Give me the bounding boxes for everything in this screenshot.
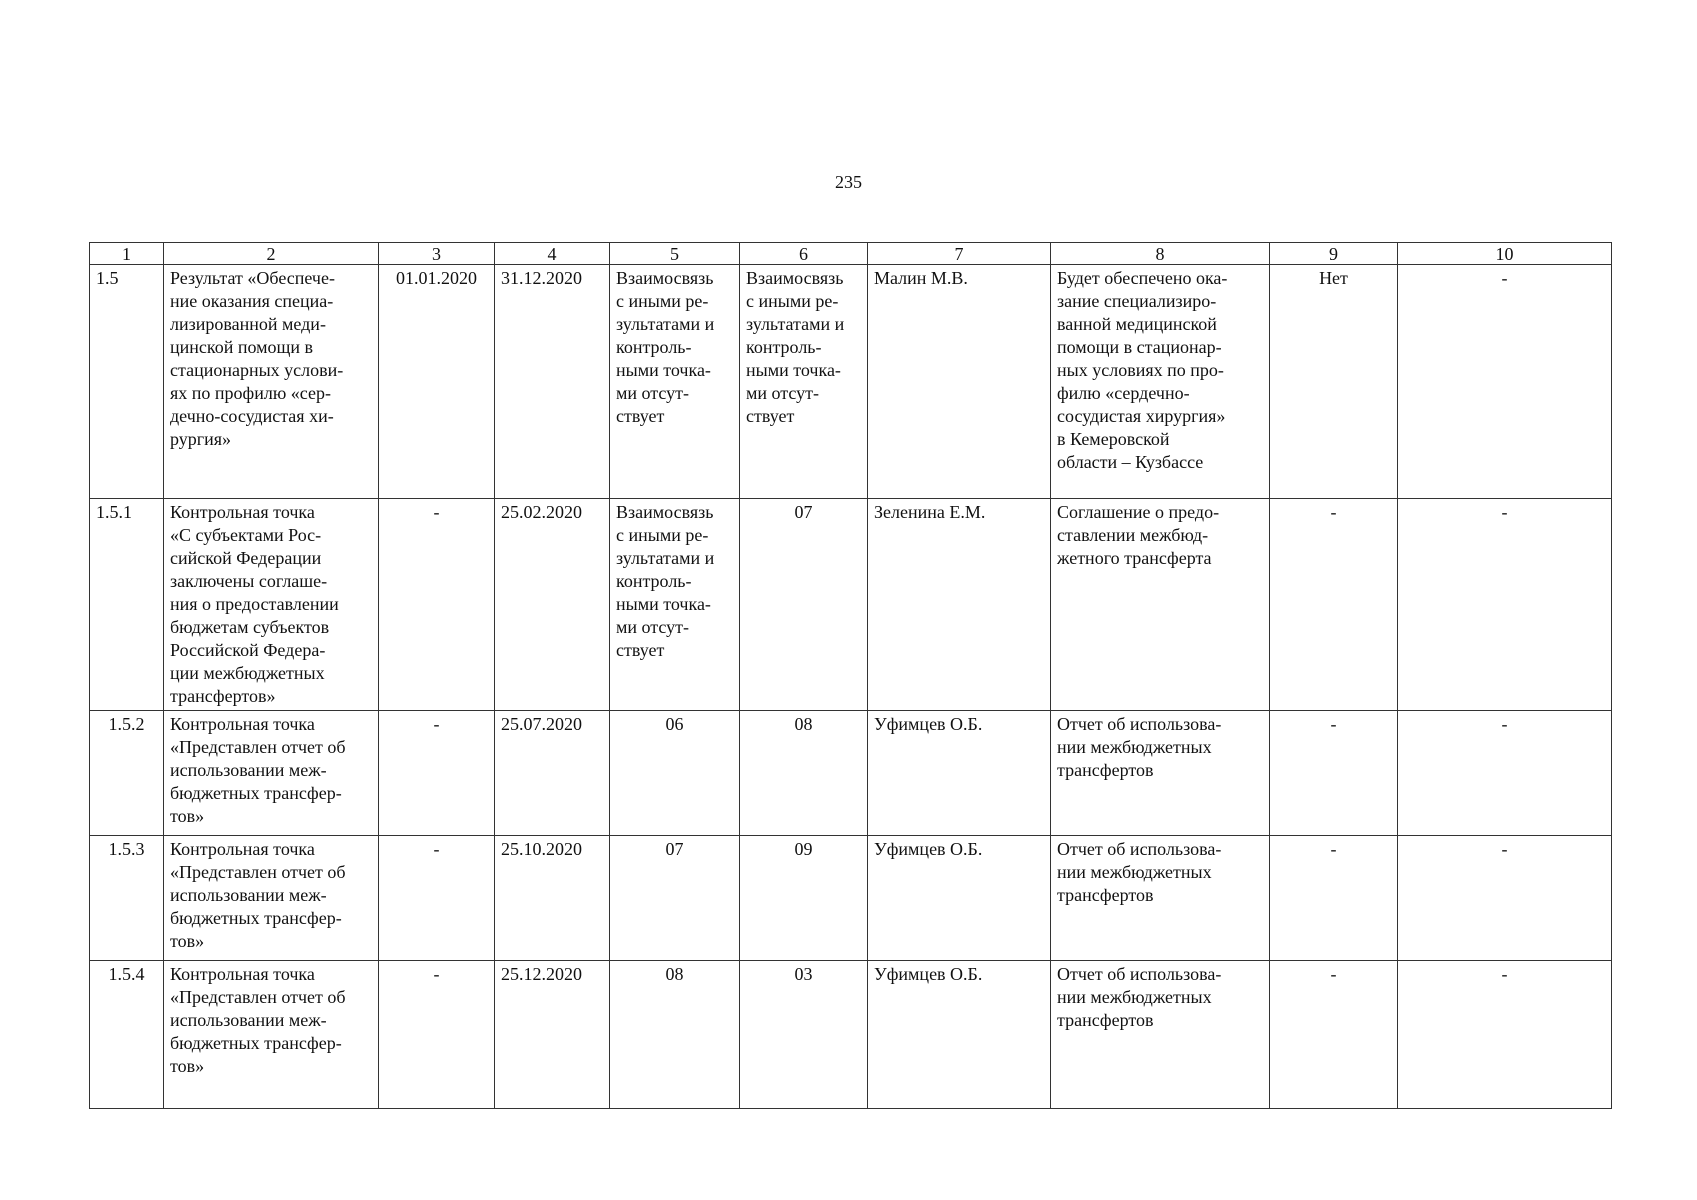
successor-cell bbox=[740, 499, 868, 711]
column-header: 3 bbox=[379, 243, 495, 265]
item-name-cell-line: ния о предоставлении bbox=[170, 594, 339, 614]
item-name-cell-line: «Представлен отчет об bbox=[170, 987, 346, 1007]
successor-cell bbox=[740, 961, 868, 1109]
successor-cell-line: 03 bbox=[794, 964, 813, 984]
predecessor-cell-line: с иными ре- bbox=[616, 291, 709, 311]
start-date-cell: 01.01.2020 bbox=[379, 265, 495, 499]
responsible-cell: Уфимцев О.Б. bbox=[868, 961, 1051, 1109]
column-10-cell: - bbox=[1398, 265, 1612, 499]
responsible-cell: Уфимцев О.Б. bbox=[868, 836, 1051, 961]
result-description-cell-line: нии межбюджетных bbox=[1057, 862, 1212, 882]
item-name-cell-line: использовании меж- bbox=[170, 885, 327, 905]
predecessor-cell-line: ными точка- bbox=[616, 360, 711, 380]
column-header: 4 bbox=[495, 243, 610, 265]
result-description-cell-line: в Кемеровской bbox=[1057, 429, 1170, 449]
predecessor-cell-line: контроль- bbox=[616, 571, 692, 591]
item-name-cell-line: «Представлен отчет об bbox=[170, 737, 346, 757]
successor-cell-line: Взаимосвязь bbox=[746, 268, 844, 288]
table-row bbox=[90, 711, 1612, 836]
predecessor-cell-line: ными точка- bbox=[616, 594, 711, 614]
item-name-cell-line: ние оказания специа- bbox=[170, 291, 334, 311]
result-description-cell-line: Соглашение о предо- bbox=[1057, 502, 1220, 522]
result-description-cell-line: Отчет об использова- bbox=[1057, 964, 1222, 984]
item-name-cell-line: тов» bbox=[170, 1056, 205, 1076]
item-name-cell-line: Результат «Обеспече- bbox=[170, 268, 335, 288]
column-header: 5 bbox=[610, 243, 740, 265]
successor-cell-line: 07 bbox=[794, 502, 813, 522]
item-name-cell-line: использовании меж- bbox=[170, 1010, 327, 1030]
item-name-cell bbox=[164, 961, 379, 1109]
predecessor-cell-line: 07 bbox=[665, 839, 684, 859]
item-name-cell-line: цинской помощи в bbox=[170, 337, 314, 357]
predecessor-cell-line: зультатами и bbox=[616, 548, 715, 568]
table-row bbox=[90, 836, 1612, 961]
column-header: 1 bbox=[90, 243, 164, 265]
table-row bbox=[90, 265, 1612, 499]
item-name-cell-line: тов» bbox=[170, 806, 205, 826]
item-name-cell-line: Контрольная точка bbox=[170, 714, 315, 734]
successor-cell bbox=[740, 711, 868, 836]
item-name-cell-line: бюджетных трансфер- bbox=[170, 908, 342, 928]
predecessor-cell bbox=[610, 265, 740, 499]
result-description-cell-line: Отчет об использова- bbox=[1057, 839, 1222, 859]
item-number-cell: 1.5.1 bbox=[90, 499, 164, 711]
predecessor-cell-line: зультатами и bbox=[616, 314, 715, 334]
item-number-cell: 1.5.4 bbox=[90, 961, 164, 1109]
predecessor-cell bbox=[610, 711, 740, 836]
page-number: 235 bbox=[835, 172, 862, 192]
item-name-cell-line: трансфертов» bbox=[170, 686, 276, 706]
result-description-cell bbox=[1051, 836, 1270, 961]
item-name-cell bbox=[164, 499, 379, 711]
column-10-cell: - bbox=[1398, 961, 1612, 1109]
item-name-cell-line: «Представлен отчет об bbox=[170, 862, 346, 882]
predecessor-cell-line: с иными ре- bbox=[616, 525, 709, 545]
start-date-cell: - bbox=[379, 711, 495, 836]
item-name-cell-line: ции межбюджетных bbox=[170, 663, 325, 683]
successor-cell-line: 08 bbox=[794, 714, 813, 734]
item-number-cell: 1.5 bbox=[90, 265, 164, 499]
predecessor-cell-line: Взаимосвязь bbox=[616, 268, 714, 288]
item-name-cell-line: бюджетных трансфер- bbox=[170, 783, 342, 803]
result-description-cell bbox=[1051, 711, 1270, 836]
item-number-cell: 1.5.3 bbox=[90, 836, 164, 961]
result-description-cell-line: ванной медицинской bbox=[1057, 314, 1217, 334]
table-row bbox=[90, 499, 1612, 711]
successor-cell-line: зультатами и bbox=[746, 314, 845, 334]
item-name-cell bbox=[164, 836, 379, 961]
item-name-cell-line: бюджетных трансфер- bbox=[170, 1033, 342, 1053]
column-header: 2 bbox=[164, 243, 379, 265]
item-name-cell-line: Контрольная точка bbox=[170, 502, 315, 522]
successor-cell-line: ми отсут- bbox=[746, 383, 819, 403]
responsible-cell: Зеленина Е.М. bbox=[868, 499, 1051, 711]
column-header: 6 bbox=[740, 243, 868, 265]
item-name-cell-line: лизированной меди- bbox=[170, 314, 326, 334]
end-date-cell: 31.12.2020 bbox=[495, 265, 610, 499]
column-number-row bbox=[90, 243, 1612, 265]
predecessor-cell-line: 08 bbox=[665, 964, 684, 984]
item-name-cell-line: заключены соглаше- bbox=[170, 571, 328, 591]
predecessor-cell-line: ствует bbox=[616, 406, 665, 426]
item-name-cell-line: стационарных услови- bbox=[170, 360, 344, 380]
responsible-cell: Малин М.В. bbox=[868, 265, 1051, 499]
result-description-cell bbox=[1051, 265, 1270, 499]
start-date-cell: - bbox=[379, 961, 495, 1109]
predecessor-cell-line: Взаимосвязь bbox=[616, 502, 714, 522]
successor-cell bbox=[740, 265, 868, 499]
item-name-cell-line: Контрольная точка bbox=[170, 964, 315, 984]
item-name-cell bbox=[164, 711, 379, 836]
item-name-cell-line: тов» bbox=[170, 931, 205, 951]
result-description-cell-line: нии межбюджетных bbox=[1057, 737, 1212, 757]
table-row bbox=[90, 961, 1612, 1109]
result-description-cell-line: ных условиях по про- bbox=[1057, 360, 1224, 380]
start-date-cell: - bbox=[379, 836, 495, 961]
item-name-cell-line: «С субъектами Рос- bbox=[170, 525, 322, 545]
column-9-cell: - bbox=[1270, 961, 1398, 1109]
successor-cell-line: с иными ре- bbox=[746, 291, 839, 311]
successor-cell-line: ными точка- bbox=[746, 360, 841, 380]
column-10-cell: - bbox=[1398, 836, 1612, 961]
result-description-cell-line: нии межбюджетных bbox=[1057, 987, 1212, 1007]
item-number-cell: 1.5.2 bbox=[90, 711, 164, 836]
result-description-cell bbox=[1051, 961, 1270, 1109]
column-header: 9 bbox=[1270, 243, 1398, 265]
result-description-cell-line: ставлении межбюд- bbox=[1057, 525, 1209, 545]
item-name-cell-line: Контрольная точка bbox=[170, 839, 315, 859]
predecessor-cell bbox=[610, 961, 740, 1109]
result-description-cell-line: трансфертов bbox=[1057, 1010, 1154, 1030]
column-header: 7 bbox=[868, 243, 1051, 265]
item-name-cell-line: бюджетам субъектов bbox=[170, 617, 330, 637]
end-date-cell: 25.07.2020 bbox=[495, 711, 610, 836]
column-header: 10 bbox=[1398, 243, 1612, 265]
item-name-cell-line: сийской Федерации bbox=[170, 548, 322, 568]
predecessor-cell-line: ствует bbox=[616, 640, 665, 660]
result-description-cell-line: Будет обеспечено ока- bbox=[1057, 268, 1228, 288]
column-header: 8 bbox=[1051, 243, 1270, 265]
result-description-cell-line: сосудистая хирургия» bbox=[1057, 406, 1226, 426]
item-name-cell-line: ях по профилю «сер- bbox=[170, 383, 331, 403]
result-description-cell-line: филю «сердечно- bbox=[1057, 383, 1190, 403]
column-10-cell: - bbox=[1398, 499, 1612, 711]
result-description-cell bbox=[1051, 499, 1270, 711]
item-name-cell-line: рургия» bbox=[170, 429, 232, 449]
predecessor-cell-line: ми отсут- bbox=[616, 383, 689, 403]
item-name-cell-line: использовании меж- bbox=[170, 760, 327, 780]
responsible-cell: Уфимцев О.Б. bbox=[868, 711, 1051, 836]
predecessor-cell-line: 06 bbox=[665, 714, 684, 734]
column-9-cell: Нет bbox=[1270, 265, 1398, 499]
end-date-cell: 25.10.2020 bbox=[495, 836, 610, 961]
result-description-cell-line: жетного трансферта bbox=[1057, 548, 1212, 568]
successor-cell-line: ствует bbox=[746, 406, 795, 426]
item-name-cell-line: Российской Федера- bbox=[170, 640, 326, 660]
column-9-cell: - bbox=[1270, 711, 1398, 836]
control-points-table bbox=[89, 242, 1612, 1109]
successor-cell bbox=[740, 836, 868, 961]
successor-cell-line: контроль- bbox=[746, 337, 822, 357]
column-9-cell: - bbox=[1270, 499, 1398, 711]
end-date-cell: 25.02.2020 bbox=[495, 499, 610, 711]
result-description-cell-line: области – Кузбассе bbox=[1057, 452, 1204, 472]
start-date-cell: - bbox=[379, 499, 495, 711]
predecessor-cell bbox=[610, 499, 740, 711]
successor-cell-line: 09 bbox=[794, 839, 813, 859]
predecessor-cell bbox=[610, 836, 740, 961]
item-name-cell-line: дечно-сосудистая хи- bbox=[170, 406, 334, 426]
column-10-cell: - bbox=[1398, 711, 1612, 836]
column-9-cell: - bbox=[1270, 836, 1398, 961]
result-description-cell-line: трансфертов bbox=[1057, 760, 1154, 780]
predecessor-cell-line: контроль- bbox=[616, 337, 692, 357]
result-description-cell-line: зание специализиро- bbox=[1057, 291, 1217, 311]
predecessor-cell-line: ми отсут- bbox=[616, 617, 689, 637]
result-description-cell-line: Отчет об использова- bbox=[1057, 714, 1222, 734]
item-name-cell bbox=[164, 265, 379, 499]
end-date-cell: 25.12.2020 bbox=[495, 961, 610, 1109]
result-description-cell-line: трансфертов bbox=[1057, 885, 1154, 905]
result-description-cell-line: помощи в стационар- bbox=[1057, 337, 1222, 357]
